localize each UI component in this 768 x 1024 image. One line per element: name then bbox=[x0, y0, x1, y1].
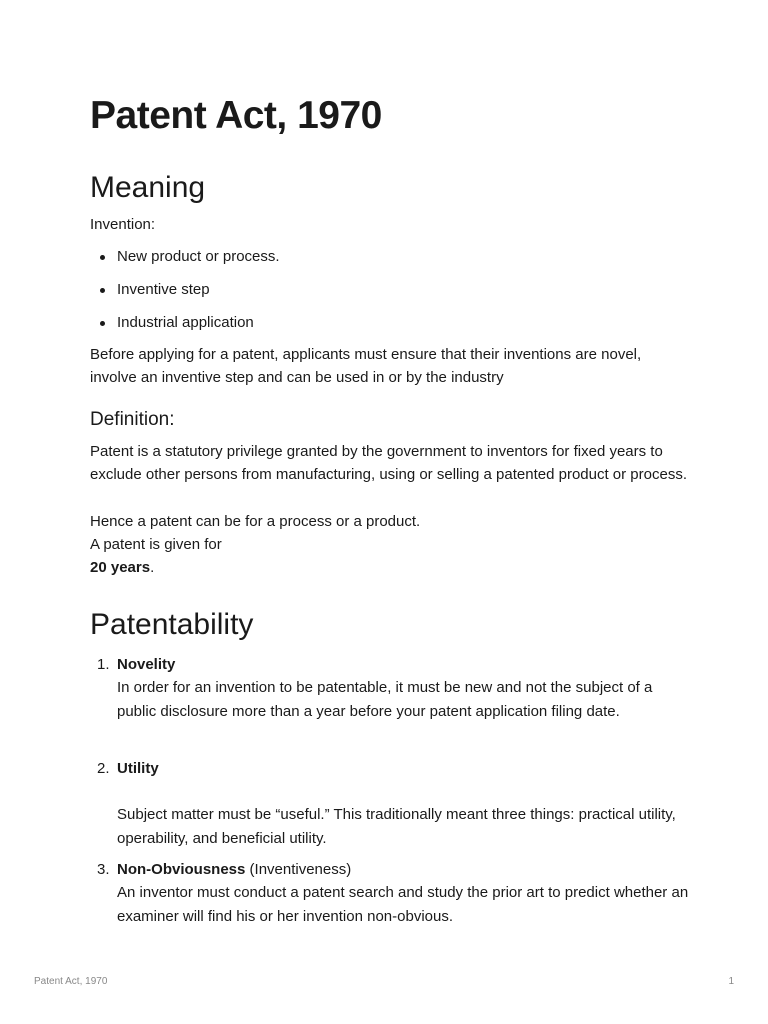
bullet-item: Industrial application bbox=[117, 311, 254, 334]
bullet-item: Inventive step bbox=[117, 278, 210, 301]
item-text: Subject matter must be “useful.” This traditionally meant three things: practical utility, operability, and beneficial utility. bbox=[117, 806, 676, 847]
patent-term: 20 years. bbox=[90, 559, 155, 576]
item-title: Non-Obviousness bbox=[117, 861, 246, 878]
definition-heading: Definition: bbox=[90, 409, 175, 430]
list-item: 1. Novelity In order for an invention to be patentable, it must be new and not the subject of a public disclosure more than a year before your patent application filing date. bbox=[90, 653, 690, 723]
page-number: 1 bbox=[728, 976, 734, 987]
page-title: Patent Act, 1970 bbox=[90, 94, 382, 137]
list-item: 2. Utility Subject matter must be “useful.” This traditionally meant three things: practical utility, operability, and beneficial utility. bbox=[90, 757, 690, 850]
definition-paragraph: Patent is a statutory privilege granted by the government to inventors for fixed years to exclude other persons from manufacturing, using or selling a patented product or process. bbox=[90, 443, 687, 484]
patentability-heading: Patentability bbox=[90, 608, 254, 641]
item-text: An inventor must conduct a patent search and study the prior art to predict whether an examiner will find his or her invention non-obvious. bbox=[117, 884, 689, 925]
meaning-paragraph: Before applying for a patent, applicants must ensure that their inventions are novel, involve an inventive step and can be used in or by the industry bbox=[90, 346, 642, 387]
item-title: Novelity bbox=[117, 656, 176, 673]
footer-title: Patent Act, 1970 bbox=[34, 976, 108, 987]
item-title: Utility bbox=[117, 760, 159, 777]
patent-term-value: 20 years bbox=[90, 559, 151, 576]
meaning-heading: Meaning bbox=[90, 171, 206, 204]
invention-label: Invention: bbox=[90, 216, 156, 233]
bullet-item: New product or process. bbox=[117, 245, 280, 268]
list-item: 3. Non-Obviousness (Inventiveness) An inventor must conduct a patent search and study the prior art to predict whether an examiner will find his or her invention non-obvious. bbox=[90, 858, 690, 928]
definition-line: A patent is given for bbox=[90, 536, 222, 553]
definition-line: Hence a patent can be for a process or a product. bbox=[90, 513, 421, 530]
item-text: In order for an invention to be patentable, it must be new and not the subject of a public disclosure more than a year before your patent application filing date. bbox=[117, 679, 653, 720]
